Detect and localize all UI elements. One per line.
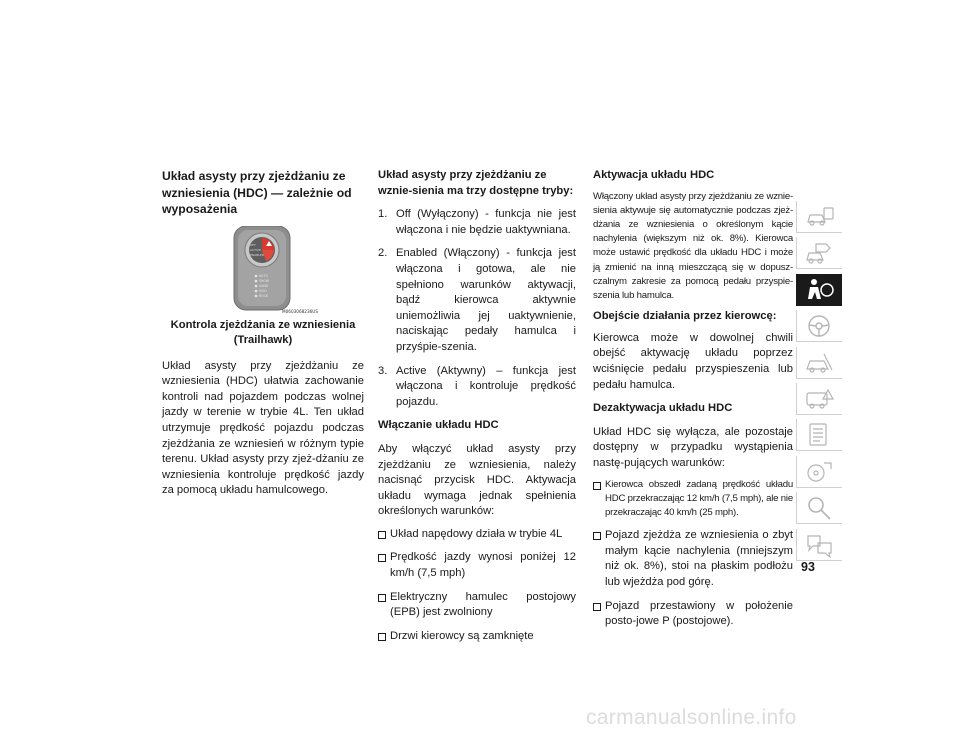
- multimedia-icon: [804, 459, 836, 485]
- tab-driving[interactable]: [796, 347, 842, 379]
- figure-caption: Kontrola zjeżdżania ze wzniesienia (Trailhawk): [170, 318, 356, 347]
- column-middle: [378, 168, 576, 652]
- activation-paragraph: Włączony układ asysty przy zjeżdżaniu ze wznie-sienia aktywuje się automatycznie podczas zjeż-dżania ze wzniesienia o określonym kącie nachylenia (większym niż ok. 8%). Kierowca może ustawić prędkość dla układu HDC i może ją zmienić na inną mieszczącą się w dopusz-czalnym zakresie za pomocą pedału przyspie-szenia lub hamulca.: [593, 190, 793, 302]
- checkbox-bullet-icon: [593, 482, 601, 490]
- hdc-switch-panel-illustration: [232, 226, 320, 314]
- section-heading-hdc: Układ asysty przy zjeżdżaniu ze wzniesienia (HDC) — zależnie od wyposażenia: [162, 169, 352, 216]
- maintenance-checklist-icon: [804, 422, 836, 448]
- hdc-control-figure: [232, 226, 320, 314]
- driving-car-icon: [804, 350, 836, 376]
- checkbox-bullet-icon: [378, 531, 386, 539]
- override-paragraph: Kierowca może w dowolnej chwili obejść aktywację układu poprzez wciśnięcie pedału przyspieszenia lub pedału hamulca.: [593, 331, 793, 391]
- list-item: Elektryczny hamulec postojowy (EPB) jest zwolniony: [378, 590, 576, 621]
- tab-search-index[interactable]: [796, 492, 842, 524]
- column-left: [162, 168, 364, 499]
- list-item: Pojazd przestawiony w położenie posto-jowe P (postojowe).: [593, 599, 793, 630]
- list-item: 2. Enabled (Włączony) - funkcja jest włączona i gotowa, ale nie spełniono warunków aktywacji, bądź kierowca aktywnie uniemożliwia jej uaktywnienie, naciskając pedały hamulca i przyśpie-szenia.: [378, 247, 576, 353]
- warning-car-icon: [804, 386, 836, 412]
- language-index-icon: [804, 532, 836, 558]
- chapter-tabs: [796, 201, 842, 565]
- column-right: [593, 168, 793, 638]
- list-item: Prędkość jazdy wynosi poniżej 12 km/h (7,5 mph): [378, 550, 576, 581]
- mode-label-auto: AUTO: [259, 273, 268, 278]
- hdc-intro-paragraph: Układ asysty przy zjeżdżaniu ze wzniesienia (HDC) ułatwia zachowanie kontroli nad pojazdem podczas wolnej jazdy w terenie w trybie 4L. Ten układ utrzymuje prędkość pojazdu podczas zjeżdżania ze wzniesień w różnym typie terenu. Układ asysty przy zjeż-dżaniu ze wzniesienia kontroluje prędkość jazdy za pomocą układu hamulcowego.: [162, 359, 364, 497]
- car-info-icon: [804, 204, 836, 230]
- checkbox-bullet-icon: [378, 554, 386, 562]
- checkbox-bullet-icon: [593, 532, 601, 540]
- mode-label-rock: ROCK: [259, 293, 269, 298]
- tab-airbag-safety[interactable]: [796, 274, 842, 306]
- deactivation-heading: Dezaktywacja układu HDC: [593, 402, 733, 415]
- list-item: 1. Off (Wyłączony) - funkcja nie jest włączona i nie będzie uaktywniana.: [378, 208, 576, 236]
- steering-wheel-icon: [804, 313, 836, 339]
- activation-heading: Aktywacja układu HDC: [593, 169, 715, 181]
- tab-car-keys[interactable]: [796, 237, 842, 269]
- tab-multimedia[interactable]: [796, 456, 842, 488]
- deactivation-conditions-list: [593, 478, 793, 630]
- checkbox-bullet-icon: [378, 633, 386, 641]
- enable-heading: Włączanie układu HDC: [378, 419, 499, 432]
- list-item: Drzwi kierowcy są zamknięte: [378, 629, 576, 645]
- watermark: carmanualsonline.info: [586, 706, 797, 729]
- panel-label-off: OFF: [250, 242, 256, 247]
- mode-label-snow: SNOW: [259, 278, 270, 283]
- list-item: Kierowca obszedł zadaną prędkość układu HDC przekraczając 12 km/h (7,5 mph), ale nie przekraczając 40 km/h (25 mph).: [593, 478, 793, 521]
- tab-maintenance[interactable]: [796, 419, 842, 451]
- mode-label-mud: MUD: [259, 288, 267, 293]
- search-index-icon: [804, 495, 836, 521]
- tab-car-info[interactable]: [796, 201, 842, 233]
- tab-language-index[interactable]: [796, 529, 842, 561]
- tab-steering-wheel[interactable]: [796, 310, 842, 342]
- panel-label-enabled: ENABLED: [250, 252, 265, 257]
- car-keys-icon: [804, 240, 836, 266]
- modes-list: [378, 207, 576, 410]
- list-item: Pojazd zjeżdża ze wzniesienia o zbyt małym kącie nachylenia (mniejszym niż ok. 8%), stoi na płaskim podłożu lub wjeżdża pod górę.: [593, 528, 793, 590]
- page-number: 93: [801, 560, 815, 574]
- activation-conditions-list: [378, 527, 576, 645]
- modes-heading: Układ asysty przy zjeżdżaniu ze wznie-sienia ma trzy dostępne tryby:: [378, 169, 574, 197]
- airbag-safety-icon: [804, 277, 836, 303]
- checkbox-bullet-icon: [378, 594, 386, 602]
- enable-paragraph: Aby włączyć układ asysty przy zjeżdżaniu ze wzniesienia, należy nacisnąć przycisk HDC. Aktywacja układu wymaga jednak spełnienia określonych warunków:: [378, 442, 576, 518]
- checkbox-bullet-icon: [593, 603, 601, 611]
- list-item: Układ napędowy działa w trybie 4L: [378, 527, 576, 543]
- deactivation-paragraph: Układ HDC się wyłącza, ale pozostaje dostępny w przypadku wystąpienia nastę-pujących warunków:: [593, 425, 793, 469]
- panel-label-active: ACTIVE: [250, 247, 261, 252]
- tab-warning[interactable]: [796, 383, 842, 415]
- override-heading: Obejście działania przez kierowcę:: [593, 310, 777, 323]
- list-item: 3. Active (Aktywny) – funkcja jest włączona i kontroluje prędkość pojazdu.: [378, 364, 576, 408]
- mode-label-sand: SAND: [259, 283, 269, 288]
- figure-code: M0603068236US: [282, 308, 318, 314]
